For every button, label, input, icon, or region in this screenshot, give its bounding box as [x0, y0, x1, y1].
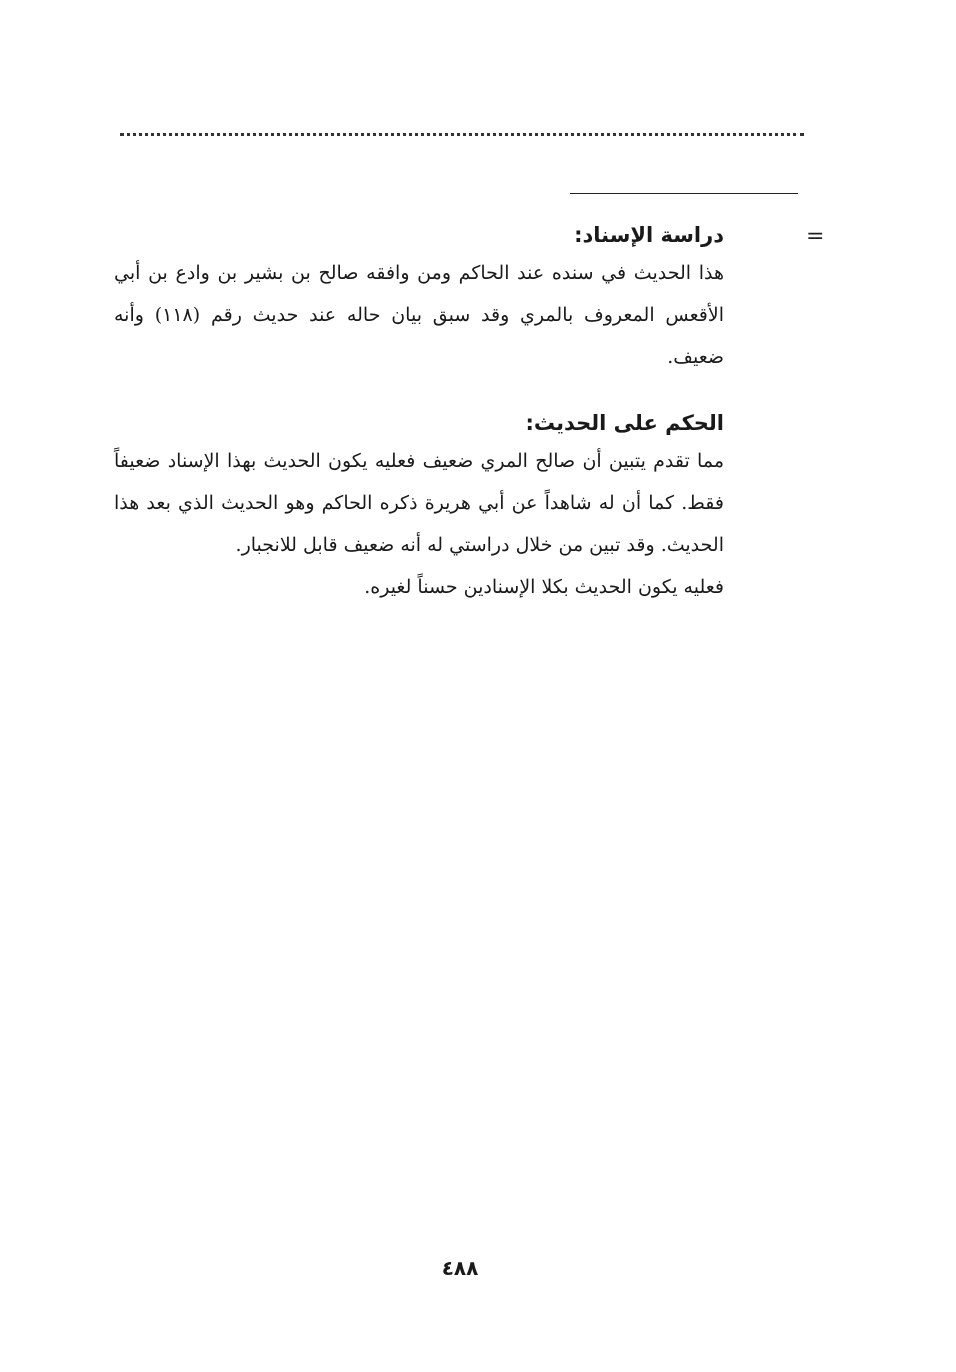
footnote-rule	[570, 193, 798, 194]
paragraph-ruling: مما تقدم يتبين أن صالح المري ضعيف فعليه يكون الحديث بهذا الإسناد ضعيفاً فقط. كما أن له شاهداً عن أبي هريرة ذكره الحاكم وهو الحديث الذي بعد هذا الحديث. وقد تبين من خلال دراستي له أنه ضعيف قابل للانجبار.	[114, 450, 724, 556]
heading-isnad-study: دراسة الإسناد:	[574, 223, 724, 247]
section-ruling	[114, 406, 724, 608]
paragraph-conclusion: فعليه يكون الحديث بكلا الإسنادين حسناً لغيره.	[364, 576, 724, 598]
continuation-mark: =	[806, 224, 825, 249]
paragraph-isnad: هذا الحديث في سنده عند الحاكم ومن وافقه صالح بن بشير بن وادع بن أبي الأقعس المعروف بالمري وقد سبق بيان حاله عند حديث رقم (١١٨) وأنه ضعيف.	[114, 262, 724, 368]
dotted-separator	[120, 133, 804, 136]
heading-hadith-ruling: الحكم على الحديث:	[525, 411, 724, 435]
page-body	[114, 218, 724, 608]
section-isnad	[114, 218, 724, 378]
page-number: ٤٨٨	[441, 1256, 479, 1280]
